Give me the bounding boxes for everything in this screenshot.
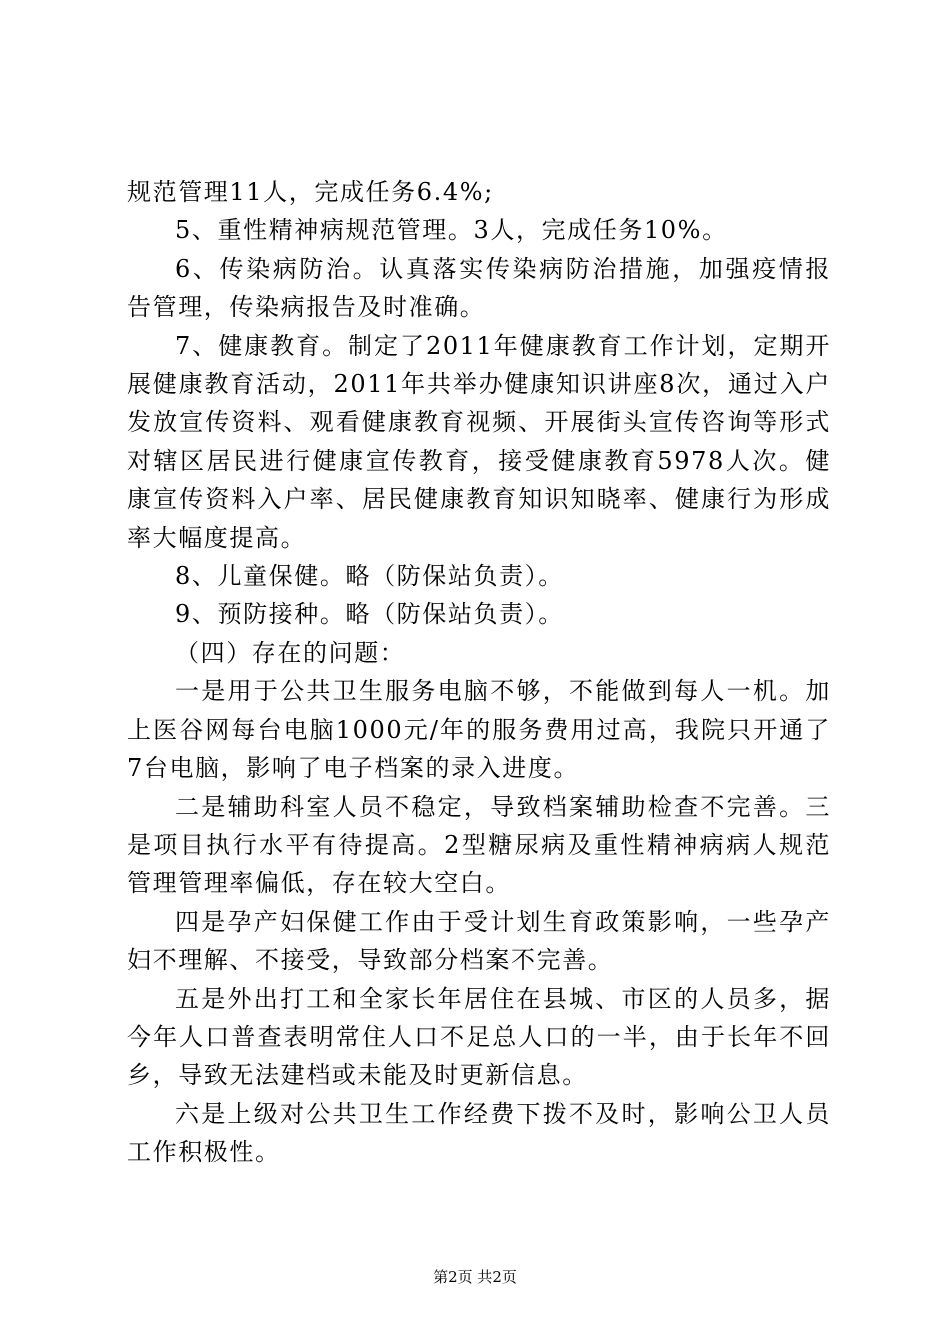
- paragraph: 二是辅助科室人员不稳定，导致档案辅助检查不完善。三是项目执行水平有待提高。2型糖尿病及重性精神病病人规范管理管理率偏低，存在较大空白。: [127, 792, 831, 898]
- section-heading: （四）存在的问题：: [175, 638, 406, 667]
- paragraph: 7、健康教育。制定了2011年健康教育工作计划，定期开展健康教育活动，2011年共举办健康知识讲座8次，通过入户发放宣传资料、观看健康教育视频、开展街头宣传咨询等形式对辖区居民进行健康宣传教育，接受健康教育5978人次。健康宣传资料入户率、居民健康教育知识知晓率、健康行为形成率大幅度提高。: [127, 331, 831, 552]
- paragraph: 规范管理11人，完成任务6.4%;: [127, 178, 494, 206]
- paragraph: 9、预防接种。略（防保站负责）。: [175, 600, 564, 629]
- paragraph: 5、重性精神病规范管理。3人，完成任务10%。: [175, 216, 728, 245]
- paragraph: 四是孕产妇保健工作由于受计划生育政策影响，一些孕产妇不理解、不接受，导致部分档案不完善。: [127, 907, 831, 975]
- paragraph: 六是上级对公共卫生工作经费下拨不及时，影响公卫人员工作积极性。: [127, 1099, 831, 1167]
- page-number-footer: 第2页 共2页: [433, 1268, 517, 1286]
- paragraph: 6、传染病防治。认真落实传染病防治措施，加强疫情报告管理，传染病报告及时准确。: [127, 254, 831, 322]
- paragraph: 8、儿童保健。略（防保站负责）。: [175, 562, 564, 591]
- paragraph: 一是用于公共卫生服务电脑不够，不能做到每人一机。加上医谷网每台电脑1000元/年的服务费用过高，我院只开通了7台电脑，影响了电子档案的录入进度。: [127, 677, 831, 783]
- document-body: [127, 173, 831, 1172]
- paragraph: 五是外出打工和全家长年居住在县城、市区的人员多，据今年人口普查表明常住人口不足总人口的一半，由于长年不回乡，导致无法建档或未能及时更新信息。: [127, 984, 831, 1090]
